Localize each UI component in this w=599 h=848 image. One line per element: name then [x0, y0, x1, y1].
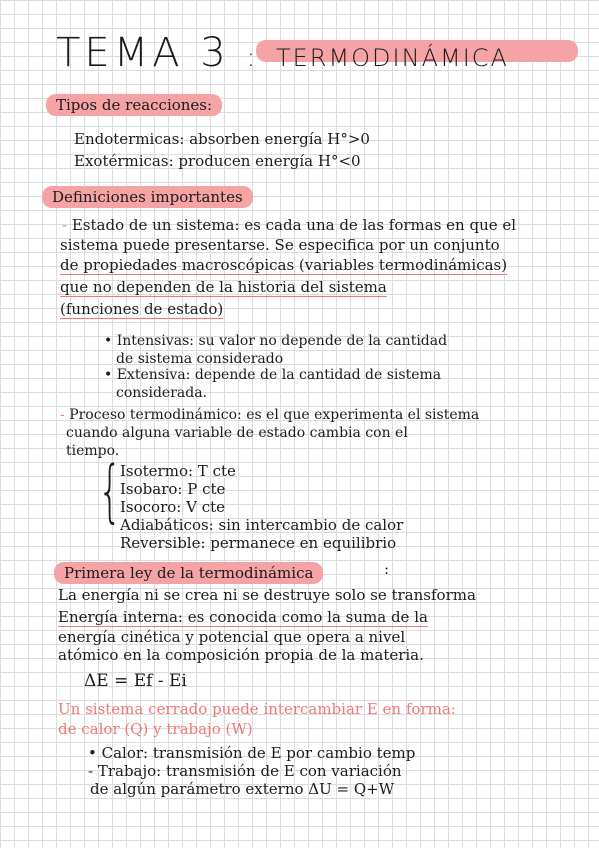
section-heading-definiciones: Definiciones importantes — [42, 186, 253, 208]
energia-interna-line-3: atómico en la composición propia de la materia. — [58, 646, 424, 664]
proceso-dash: - — [60, 407, 65, 423]
title-main: TEMA 3 — [56, 30, 230, 76]
section-heading-tipos: Tipos de reacciones: — [46, 94, 222, 116]
isotermo-line: Isotermo: T cte — [120, 462, 236, 480]
isocoro-line: Isocoro: V cte — [120, 498, 226, 516]
estado-line-2: sistema puede presentarse. Se especifica por un conjunto — [60, 236, 500, 254]
extensiva-line-2: considerada. — [116, 385, 207, 401]
estado-line-1 — [62, 216, 516, 234]
trabajo-line-2: de algún parámetro externo ΔU = Q+W — [90, 780, 395, 798]
sistema-cerrado-line-1: Un sistema cerrado puede intercambiar E en forma: — [58, 700, 456, 718]
energia-interna-line-1 — [58, 608, 428, 626]
primera-ley-colon: : — [384, 560, 390, 578]
endotermicas-line: Endotermicas: absorben energía H°>0 — [74, 130, 370, 148]
title-block — [56, 30, 536, 86]
estado-text-4: que no dependen de la historia del sistema — [60, 278, 387, 296]
title-separator: : — [246, 43, 260, 73]
energia-interna-line-2: energía cinética y potencial que opera a nivel — [58, 628, 406, 646]
estado-text-1: Estado de un sistema: es cada una de las formas en que el — [71, 216, 517, 234]
page-title — [56, 30, 509, 76]
adiabaticos-line: Adiabáticos: sin intercambio de calor — [120, 516, 404, 534]
section-heading-primera-ley: Primera ley de la termodinámica — [54, 562, 323, 584]
formula-delta-e: ΔE = Ef - Ei — [84, 671, 187, 691]
proceso-line-3: tiempo. — [66, 443, 120, 459]
energia-interna-text-1: Energía interna: es conocida como la suma de la — [58, 608, 428, 626]
proceso-line-1 — [60, 406, 479, 424]
sistema-cerrado-line-2: de calor (Q) y trabajo (W) — [58, 720, 253, 738]
estado-line-3 — [60, 256, 507, 274]
extensiva-line-1: • Extensiva: depende de la cantidad de sistema — [104, 367, 442, 383]
isobaro-line: Isobaro: P cte — [120, 480, 226, 498]
proceso-text-1: Proceso termodinámico: es el que experimenta el sistema — [69, 407, 480, 423]
title-subject: TERMODINÁMICA — [275, 44, 509, 72]
estado-line-5 — [60, 300, 223, 318]
intensivas-line-2: de sistema considerado — [116, 351, 284, 367]
estado-text-3: de propiedades macroscópicas (variables termodinámicas) — [60, 256, 508, 274]
estado-line-4 — [60, 278, 387, 296]
trabajo-line-1: - Trabajo: transmisión de E con variación — [88, 762, 402, 780]
proceso-line-2: cuando alguna variable de estado cambia con el — [66, 425, 408, 441]
process-types-brace: { — [98, 452, 122, 531]
conservacion-line: La energía ni se crea ni se destruye solo se transforma — [58, 586, 476, 604]
estado-dash: - — [62, 216, 68, 234]
exotermicas-line: Exotérmicas: producen energía H°<0 — [74, 152, 361, 170]
reversible-line: Reversible: permanece en equilibrio — [120, 534, 397, 552]
calor-line: • Calor: transmisión de E por cambio temp — [88, 744, 416, 762]
estado-text-5: (funciones de estado) — [60, 300, 224, 318]
intensivas-line-1: • Intensivas: su valor no depende de la cantidad — [104, 333, 448, 349]
